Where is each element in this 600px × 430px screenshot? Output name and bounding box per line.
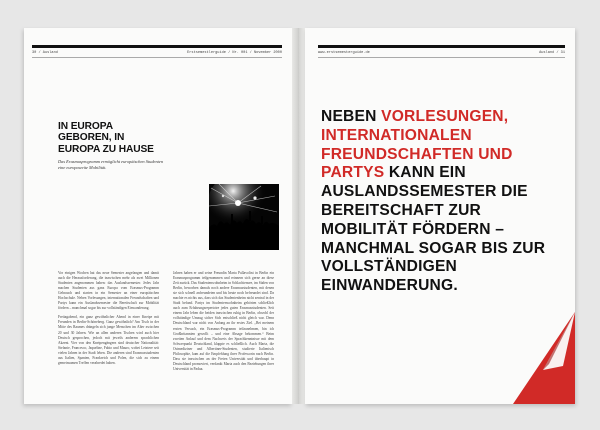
red-corner-triangle [513,312,575,404]
article-headline: IN EUROPA GEBOREN, IN EUROPA ZU HAUSE [58,121,154,155]
right-page [305,28,575,404]
pull-quote-end: KANN EIN AUSLANDSSEMESTER DIE BEREITSCHAFT ZUR MOBILITÄT FÖRDERN – MANCHMAL SOGAR BIS ZUR VOLLSTÄNDIGEN EINWANDERUNG. [321,164,546,295]
header-hairline [32,57,282,58]
article-subhead: Das Erasmusprogramm ermöglicht europäischen Studenten eine europaweite Mobilität. [58,159,164,170]
pull-quote [321,108,566,296]
body-paragraph: Jahren haben er und seine Freundin Marta Pallavolini in Berlin ein Erasmusprogramm teilgenommen und erinnern sich gerne an diese Zeit zurück. Das Studentenwohnheim in Schlachtensee, im Süden von Berlin, beworben damals noch andere Erasmusstudenten, mit denen sie sich schnell anfreundeten und bis heute noch befreundet sind. Da machte es nichts aus, dass sich das Studentenheim nicht zentral in der Stadt befand. Partys im Studentenwohnheim gehörten schließlich auch zum Erfahrungsrepertoire jedes guten Erasmusstudenten. Seit einem Jahr leben die beiden inzwischen ruhig in Berlin, obwohl der vollständige Umzug sicher Sich entschließ nicht gleich war. Denn Deutschland war nicht von Anfang an ihr erstes Ziel. „Bei meinem ersten Versuch, ein Erasmus-Programm teilzunehmen, bin ich Großbritannien gewollt – und eine Absage bekommen.“ Beim zweiten Anlauf und dem Nachweis der Sprachkenntnisse mit dem Schwerpunkt Deutschland, klappte es schließlich. Auch Marta, die Ostmediziner und Albertiner-Studenten, studierte Italienisch Philosophie, kam auf die Empfehlung ihrer Professorin nach Berlin. Dass sie inzwischen an der Freien Universität und überhaupt in Deutschland promoviert, verdankt Marta auch den Beziehungen ihrer Universität in Padua. [173,271,275,371]
concert-photo-image [209,184,279,250]
pull-quote-highlight: VORLESUNGEN, INTERNATIONALEN FREUNDSCHAFTEN UND PARTYS [321,108,513,182]
running-header-left: 30 / Ausland [32,51,58,55]
top-rule [318,45,565,48]
left-page [24,28,292,404]
top-rule [32,45,282,48]
page-corner-fold [505,312,575,404]
header-hairline [318,57,565,58]
book-spine [292,28,305,404]
concert-photo [209,184,279,250]
body-column-1 [58,271,159,370]
body-paragraph: Freitagabend, ein ganz gewöhnlicher Abend in einer Kneipe mit Freunden in Berlin-Schöneberg. Ganz gewöhnlich? Am Tisch in der Mitte des Raumes drängeln sich junge Menschen im Alter zwischen 20 und 30 Jahren. Wie an allen anderen Tischen wird auch hier Deutsch gesprochen, jedoch mit jeweils anderem sprachlichen Akzent. Vier von den Kneipengängern sind deutscher Nationalität: Stefanie, Francesco, Jaqueline, Fabio und Mauro, wobei Letztere seit vielen Jahren in der Stadt leben. Die anderen sind Erasmusstudenten aus Italien, Spanien, Frankreich und Polen, die sich zu einem gemeinsamen Treffen verabredet haben. [58,315,159,365]
body-column-2 [173,271,274,376]
running-header-right: Erstsemestlerguide / Nr. 001 / November 2000 [187,51,282,55]
running-header-right: Ausland / 31 [539,51,565,55]
running-header-left: www.erstsemesterguide.de [318,51,370,55]
body-paragraph: Vor einigen Wochen hat das neue Semester angefangen und damit auch die Herausforderung, die inzwischen mehr als zwei Millionen Studenten angenommen haben: das Auslandssemester. Jedes Jahr machen Studenten aus ganz Europa vom Erasmus-Programm Gebrauch und starten in ein Semester an einer europäischen Hochschule. Neben Vorlesungen, internationalen Freundschaften und Partys kann ein Auslandssemester die Bereitschaft zur Mobilität fördern – manchmal sogar bis zur vollständigen Einwanderung. [58,271,159,311]
pull-quote-start: NEBEN [321,108,382,125]
